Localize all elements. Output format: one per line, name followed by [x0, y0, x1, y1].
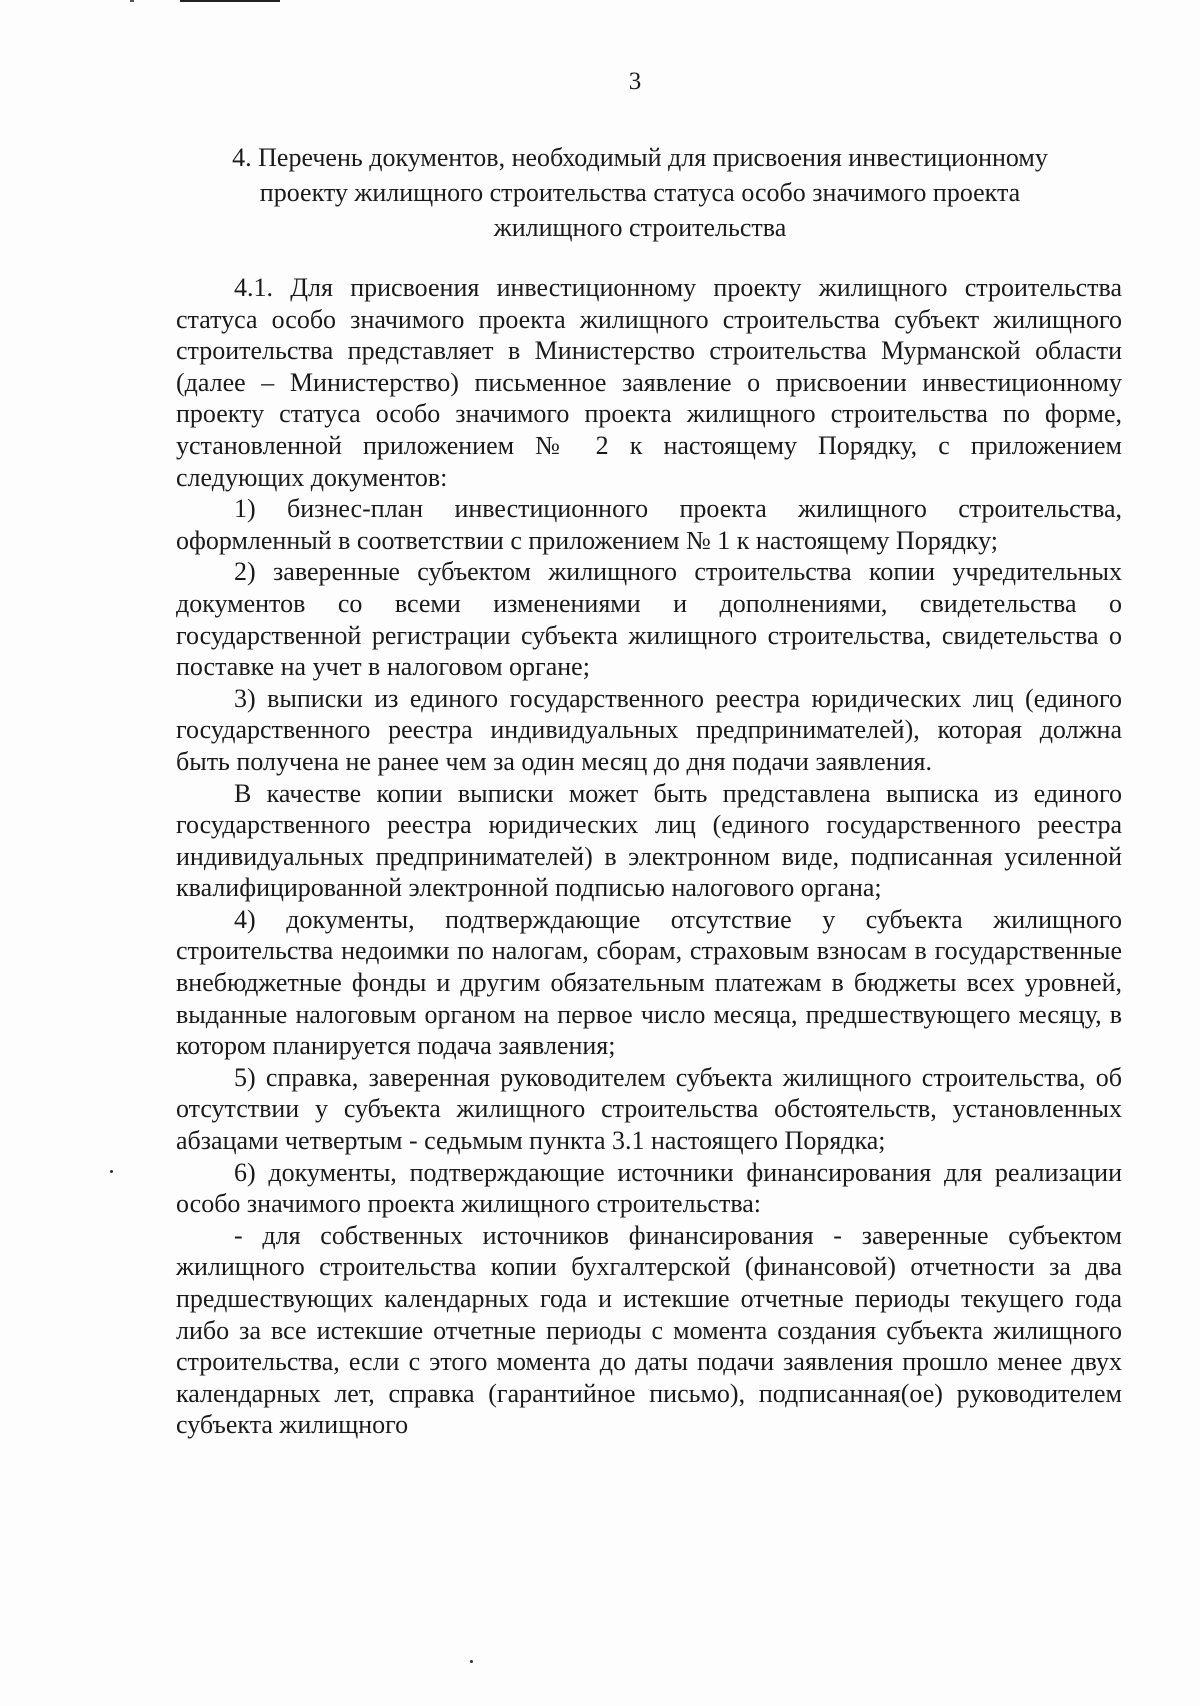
- paragraph: В качестве копии выписки может быть представлена выписка из единого государственного реестра юридических лиц (единого государственного реестра индивидуальных предпринимателей) в электронном виде, подписанная усиленной квалифицированной электронной подписью налогового органа;: [176, 778, 1122, 903]
- scan-speck: [470, 1660, 473, 1663]
- scan-mark: [130, 0, 134, 2]
- paragraph: 5) справка, заверенная руководителем субъекта жилищного строительства, об отсутствии у субъекта жилищного строительства обстоятельств, установленных абзацами четвертым - седьмым пункта 3.1 настоящего Порядка;: [176, 1062, 1122, 1156]
- scan-mark: [180, 0, 280, 2]
- paragraph: 6) документы, подтверждающие источники финансирования для реализации особо значимого проекта жилищного строительства:: [176, 1157, 1122, 1219]
- scan-speck: [110, 1170, 113, 1173]
- paragraph: 4) документы, подтверждающие отсутствие у субъекта жилищного строительства недоимки по налогам, сборам, страховым взносам в государственные внебюджетные фонды и другим обязательным платежам в бюджеты всех уровней, выданные налоговым органом на первое число месяца, предшествующего месяцу, в котором планируется подача заявления;: [176, 904, 1122, 1061]
- document-body: [176, 272, 1122, 1441]
- paragraph: 2) заверенные субъектом жилищного строительства копии учредительных документов со всеми изменениями и дополнениями, свидетельства о государственной регистрации субъекта жилищного строительства, свидетельства о поставке на учет в налоговом органе;: [176, 557, 1122, 682]
- paragraph: 4.1. Для присвоения инвестиционному проекту жилищного строительства статуса особо значимого проекта жилищного строительства субъект жилищного строительства представляет в Министерство строительства Мурманской области (далее – Министерство) письменное заявление о присвоении инвестиционному проекту статуса особо значимого проекта жилищного строительства по форме, установленной приложением № 2 к настоящему Порядку, с приложением следующих документов:: [176, 273, 1122, 492]
- heading-line: 4. Перечень документов, необходимый для присвоения инвестиционному: [232, 143, 1048, 172]
- paragraph: - для собственных источников финансирования - заверенные субъектом жилищного строительства копии бухгалтерской (финансовой) отчетности за два предшествующих календарных года и истекшие отчетные периоды текущего года либо за все истекшие отчетные периоды с момента создания субъекта жилищного строительства, если с этого момента до даты подачи заявления прошло менее двух календарных лет, справка (гарантийное письмо), подписанная(ое) руководителем субъекта жилищного: [176, 1220, 1122, 1440]
- paragraph: 3) выписки из единого государственного реестра юридических лиц (единого государственного реестра индивидуальных предпринимателей), которая должна быть получена не ранее чем за один месяц до дня подачи заявления.: [176, 683, 1122, 776]
- heading-line: проекту жилищного строительства статуса особо значимого проекта: [259, 178, 1021, 207]
- section-heading: [180, 140, 1100, 245]
- heading-line: жилищного строительства: [493, 213, 787, 242]
- page-number: 3: [628, 68, 642, 95]
- paragraph: 1) бизнес-план инвестиционного проекта жилищного строительства, оформленный в соответствии с приложением № 1 к настоящему Порядку;: [176, 494, 1122, 555]
